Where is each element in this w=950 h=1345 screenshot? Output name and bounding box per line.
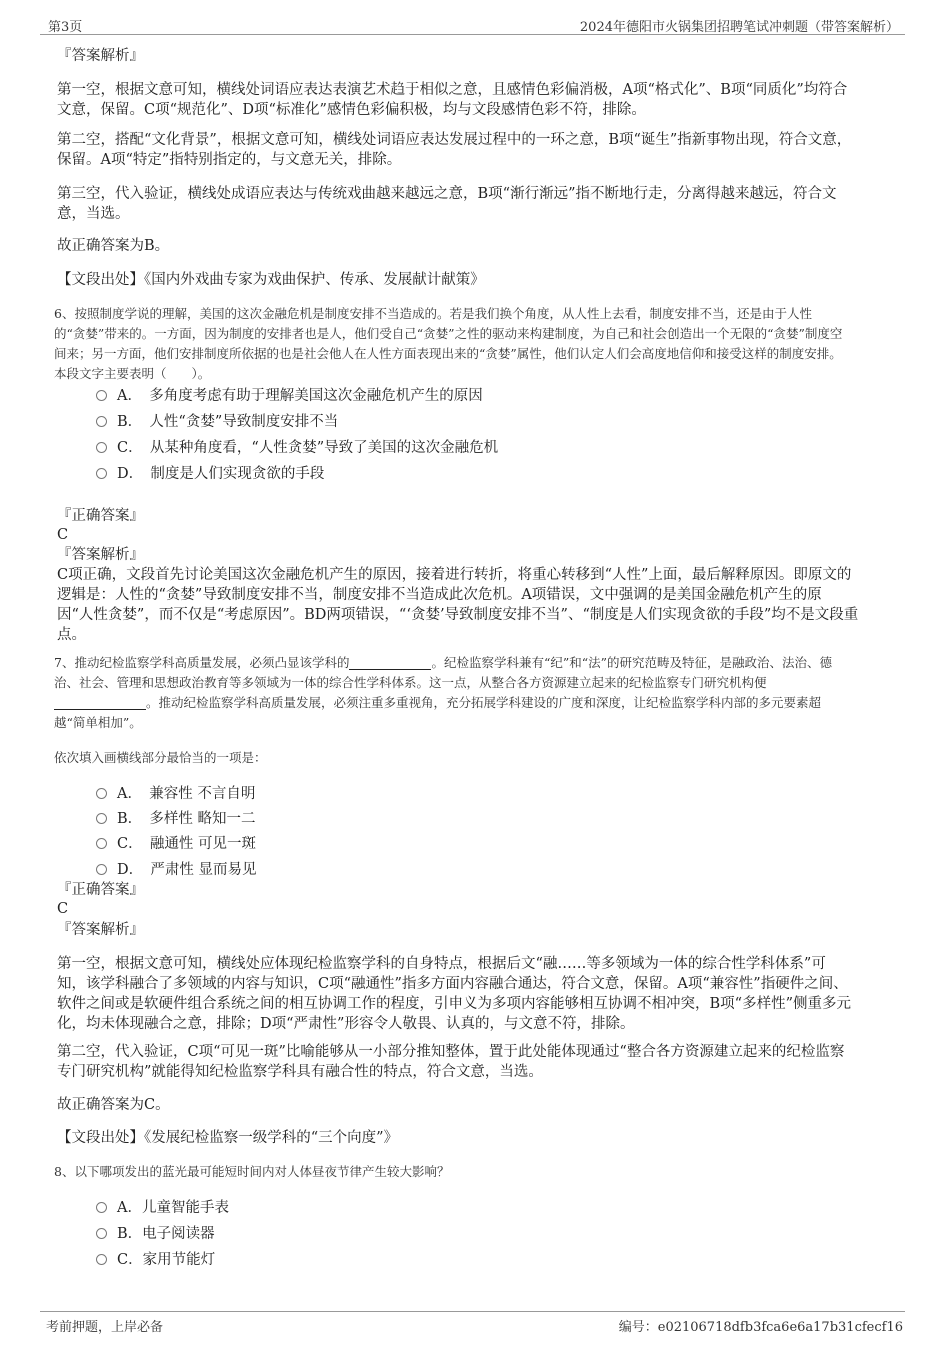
radio-icon[interactable] [96,416,107,427]
q6-stem: 6、按照制度学说的理解，美国的这次金融危机是制度安排不当造成的。若是我们换个角度，从人性上去看，制度安排不当，还是由于人性 的“贪婪”带来的。一方面，因为制度的安排者也是人，他们受自己“贪婪”之性的驱动来构建制度，为自己和社会创造出一个无限的“贪婪”制度空 间来；另一方面，他们安排制度所依据的也是社会他人在人性方面表现出来的“贪婪”属性，他们认定人们会高度地信仰和接受这样的制度安排。 本段文字主要表明（ ）。 [54,306,843,381]
q6-analysis-title: 『答案解析』 [57,547,144,563]
q7-analysis-title: 『答案解析』 [57,922,144,938]
page-footer [40,1311,905,1336]
document-title: 2024年德阳市火锅集团招聘笔试冲刺题（带答案解析） [579,20,899,35]
q7-option-a[interactable]: A． 兼容性 不言自明 [96,784,255,804]
q8-option-b[interactable]: B．电子阅读器 [96,1224,215,1244]
q5-source: 【文段出处】《国内外戏曲专家为戏曲保护、传承、发展献计献策》 [57,272,485,288]
q6-option-c[interactable]: C． 从某种角度看，“人性贪婪”导致了美国的这次金融危机 [96,438,498,458]
q7-prompt: 依次填入画横线部分最恰当的一项是： [54,750,267,765]
radio-icon[interactable] [96,1202,107,1213]
q8-option-a[interactable]: A．儿童智能手表 [96,1198,229,1218]
q7-blank-1 [349,655,431,670]
q6-answer: C [57,527,69,543]
q7-source: 【文段出处】《发展纪检监察一级学科的“三个向度”》 [57,1130,399,1146]
q6-option-a[interactable]: A． 多角度考虑有助于理解美国这次金融危机产生的原因 [96,386,483,406]
q7-analysis-p1: 第一空，根据文意可知，横线处应体现纪检监察学科的自身特点，根据后文“融……等多领域为一体的综合性学科体系”可 知，该学科融合了多领域的内容与知识，C项“融通性”指多方面内容融合通达，符合文意，保留。A项“兼容性”指硬件之间、 软件之间或是软硬件组合系统之间的相互协调工作的程度，引申义为多项内容能够相互协调不相冲突，B项“多样性”侧重多元 化，均未体现融合之意，排除；D项“严肃性”形容令人敬畏、认真的，与文意不符，排除。 [57,956,851,1032]
page-number: 第3页 [48,20,83,35]
radio-icon[interactable] [96,788,107,799]
q6-answer-title: 『正确答案』 [57,508,144,524]
radio-icon[interactable] [96,390,107,401]
footer-slogan: 考前押题，上岸必备 [46,1320,164,1335]
radio-icon[interactable] [96,1228,107,1239]
radio-icon[interactable] [96,838,107,849]
page-header [40,14,905,35]
q5-analysis-p2: 第二空，搭配“文化背景”，根据文意可知，横线处词语应表达发展过程中的一环之意，B项“诞生”指新事物出现，符合文意， 保留。A项“特定”指特别指定的，与文意无关，排除。 [57,132,852,168]
document-code: 编号：e02106718dfb3fca6e6a17b31cfecf16 [618,1320,903,1335]
radio-icon[interactable] [96,468,107,479]
q5-analysis-p3: 第三空，代入验证，横线处成语应表达与传统戏曲越来越远之意，B项“渐行渐远”指不断地行走，分离得越来越远，符合文 意，当选。 [57,186,837,222]
q8-stem: 8、以下哪项发出的蓝光最可能短时间内对人体昼夜节律产生较大影响？ [54,1164,450,1179]
radio-icon[interactable] [96,442,107,453]
q7-option-b[interactable]: B． 多样性 略知一二 [96,809,256,829]
q5-conclusion: 故正确答案为B。 [57,238,170,254]
q7-stem: 7、推动纪检监察学科高质量发展，必须凸显该学科的 。纪检监察学科兼有“纪”和“法”的研究范畴及特征，是融政治、法治、德 治、社会、管理和思想政治教育等多领域为一体的综合性学科体系。这一点，从整合各方资源建立起来的纪检监察专门研究机构便 。推动纪检监察学科高质量发展，必须注重多重视角，充分拓展学科建设的广度和深度，让纪检监察学科内部的多元要素超 越“简单相加”。 [54,655,833,730]
q7-answer: C [57,901,69,917]
radio-icon[interactable] [96,864,107,875]
q6-analysis: C项正确，文段首先讨论美国这次金融危机产生的原因，接着进行转折，将重心转移到“人性”上面，最后解释原因。即原文的 逻辑是：人性的“贪婪”导致制度安排不当，制度安排不当造成此次危机。A项错误，文中强调的是美国金融危机产生的原 因“人性贪婪”，而不仅是“考虑原因”。BD两项错误，“‘贪婪’导致制度安排不当”、“制度是人们实现贪欲的手段”均不是文段重 点。 [57,567,859,643]
q7-analysis-p2: 第二空，代入验证，C项“可见一斑”比喻能够从一小部分推知整体，置于此处能体现通过“整合各方资源建立起来的纪检监察 专门研究机构”就能得知纪检监察学科具有融合性的特点，符合文意，当选。 [57,1044,845,1080]
q5-analysis-p1: 第一空，根据文意可知，横线处词语应表达表演艺术趋于相似之意，且感情色彩偏消极，A项“格式化”、B项“同质化”均符合 文意，保留。C项“规范化”、D项“标准化”感情色彩偏积极，均与文段感情色彩不符，排除。 [57,82,848,118]
q6-option-b[interactable]: B． 人性“贪婪”导致制度安排不当 [96,412,338,432]
q7-blank-2 [54,695,146,710]
q8-option-c[interactable]: C．家用节能灯 [96,1250,215,1270]
q7-option-d[interactable]: D． 严肃性 显而易见 [96,860,256,880]
q5-analysis-title: 『答案解析』 [57,48,144,64]
radio-icon[interactable] [96,813,107,824]
q7-conclusion: 故正确答案为C。 [57,1097,170,1113]
radio-icon[interactable] [96,1254,107,1265]
q6-option-d[interactable]: D． 制度是人们实现贪欲的手段 [96,464,324,484]
q7-option-c[interactable]: C． 融通性 可见一斑 [96,834,256,854]
q7-answer-title: 『正确答案』 [57,882,144,898]
